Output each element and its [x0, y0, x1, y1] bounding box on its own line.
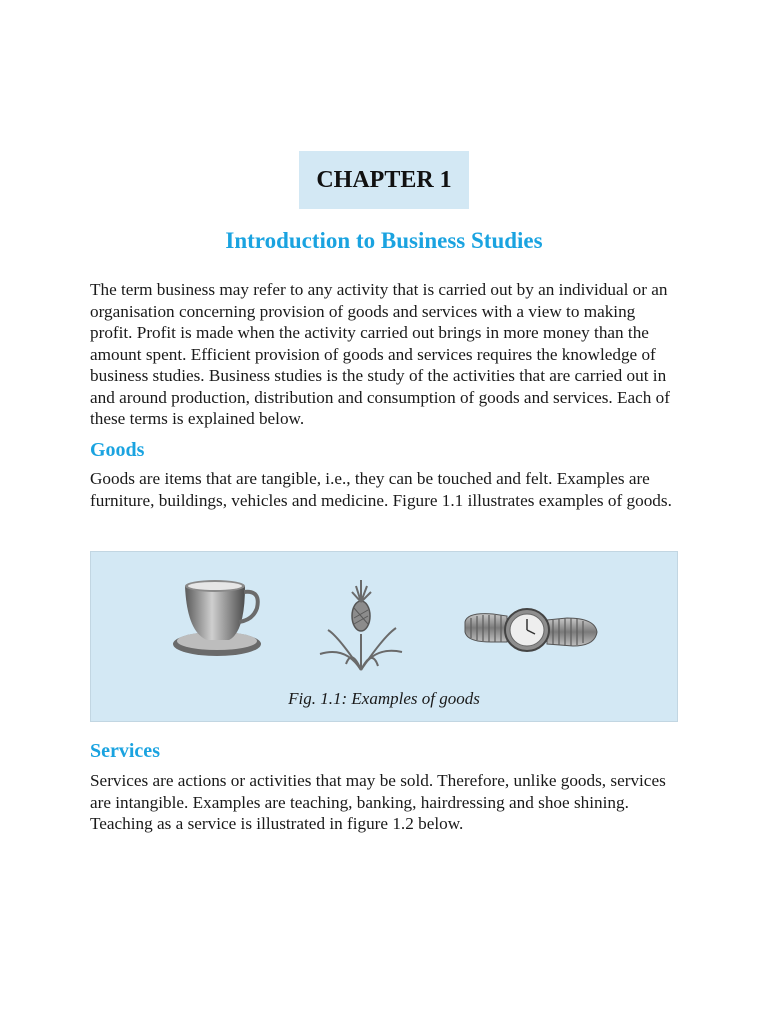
- goods-figure: [90, 551, 678, 722]
- wristwatch-icon: [463, 602, 599, 666]
- page-title: Introduction to Business Studies: [225, 228, 543, 253]
- teacup-icon: [171, 578, 263, 662]
- goods-paragraph: Goods are items that are tangible, i.e., they can be touched and felt. Examples are furniture, buildings, vehicles and medicine. Figure 1.1 illustrates examples of goods.: [90, 469, 672, 510]
- chapter-label: [299, 151, 469, 209]
- figure-caption: Fig. 1.1: Examples of goods: [288, 689, 480, 708]
- chapter-label-text: CHAPTER 1: [316, 166, 452, 193]
- pineapple-icon: [316, 576, 406, 672]
- intro-paragraph: The term business may refer to any activity that is carried out by an individual or an organisation concerning provision of goods and services with a view to making profit. Profit is made when the activity carried out brings in more money than the amount spent. Efficient provision of goods and services requires the knowledge of business studies. Business studies is the study of the activities that are carried out in and around production, distribution and consumption of goods and services. Each of these terms is explained below.: [90, 280, 670, 428]
- goods-heading: Goods: [90, 439, 145, 461]
- services-heading: Services: [90, 740, 160, 762]
- services-paragraph: Services are actions or activities that may be sold. Therefore, unlike goods, services are intangible. Examples are teaching, banking, hairdressing and shoe shining. Teaching as a service is illustrated in figure 1.2 below.: [90, 771, 666, 833]
